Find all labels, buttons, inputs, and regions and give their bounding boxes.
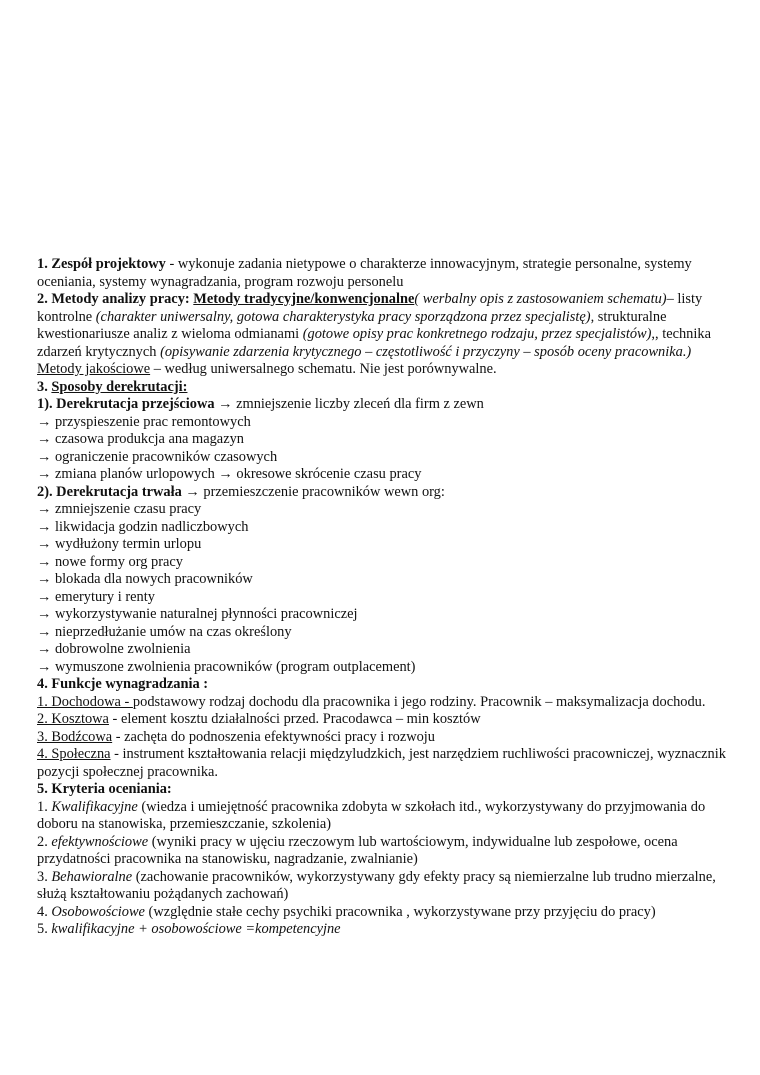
list-item: → zmiana planów urlopowych → okresowe skrócenie czasu pracy [37, 466, 422, 482]
section-3-heading: 3. Sposoby derekrutacji: [37, 378, 188, 395]
list-item: → blokada dla nowych pracowników [37, 571, 253, 587]
section-4-heading: 4. Funkcje wynagradzania : [37, 676, 209, 692]
traditional-methods-label: Metody tradycyjne/konwencjonalne [193, 291, 415, 307]
section-5-heading: 5. Kryteria oceniania: [37, 781, 172, 797]
section-2-heading: 2. Metody analizy pracy: [37, 291, 190, 307]
criterion-qualification: 1. Kwalifikacyjne (wiedza i umiejętność pracownika zdobyta w szkołach itd., wykorzystywany do przyjmowania do doboru na stanowiska, przemieszczanie, szkolenia) [37, 798, 706, 832]
list-item: → wykorzystywanie naturalnej płynności pracowniczej [37, 606, 358, 622]
temporary-derecruitment: 1). Derekrutacja przejściowa → zmniejszenie liczby zleceń dla firm z zewn [37, 396, 484, 412]
function-cost: 2. Kosztowa - element kosztu działalności przed. Pracodawca – min kosztów [37, 711, 481, 727]
list-item: → likwidacja godzin nadliczbowych [37, 518, 249, 535]
section-2-work-analysis: 2. Metody analizy pracy: Metody tradycyjne/konwencjonalne( werbalny opis z zastosowaniem schematu)– listy kontrolne (charakter uniwersalny, gotowa charakterystyka pracy sporządzona przez specjalistę), strukturalne kwestionariusze analiz z wieloma odmianami (gotowe opisy prac konkretnego rodzaju, przez specjalistów),, technika zdarzeń krytycznych (opisywanie zdarzenia krytycznego – częstotliwość i przyczyny – sposób oceny pracownika.) [37, 291, 711, 360]
section-1-text: - wykonuje zadania nietypowe o charakterze innowacyjnym, strategie personalne, systemy oceniania, systemy wynagradzania, program rozwoju personelu [37, 256, 692, 290]
criterion-competency: 5. kwalifikacyjne + osobowościowe =kompetencyjne [37, 921, 341, 937]
list-item: → nowe formy org pracy [37, 553, 184, 570]
list-item: → ograniczenie pracowników czasowych [37, 448, 278, 465]
list-item: → wymuszone zwolnienia pracowników (program outplacement) [37, 658, 416, 675]
list-item: → przyspieszenie prac remontowych [37, 413, 251, 430]
list-item: → zmniejszenie czasu pracy [37, 501, 202, 517]
list-item: → emerytury i renty [37, 588, 155, 605]
traditional-methods-desc: ( werbalny opis z zastosowaniem schematu) [414, 291, 667, 307]
temporary-derecruitment-list [37, 414, 727, 484]
function-income: 1. Dochodowa - podstawowy rodzaj dochodu dla pracownika i jego rodziny. Pracownik – maksymalizacja dochodu. [37, 693, 706, 710]
qualitative-methods-line: Metody jakościowe – według uniwersalnego schematu. Nie jest porównywalne. [37, 361, 497, 377]
section-1-project-team [37, 256, 727, 291]
list-item: → dobrowolne zwolnienia [37, 641, 191, 657]
list-item: → wydłużony termin urlopu [37, 536, 202, 552]
document-page [37, 256, 727, 939]
permanent-derecruitment: 2). Derekrutacja trwała → przemieszczenie pracowników wewn org: [37, 483, 445, 500]
qualitative-methods-label: Metody jakościowe [37, 361, 151, 377]
function-social: 4. Społeczna - instrument kształtowania relacji międzyludzkich, jest narzędziem ruchliwości pracowniczej, wyznacznik pozycji społecznej pracownika. [37, 746, 726, 780]
list-item: → czasowa produkcja ana magazyn [37, 431, 244, 447]
function-incentive: 3. Bodźcowa - zachęta do podnoszenia efektywności pracy i rozwoju [37, 728, 436, 745]
section-1-heading: 1. Zespół projektowy [37, 256, 166, 272]
criterion-efficiency: 2. efektywnościowe (wyniki pracy w ujęciu rzeczowym lub wartościowym, indywidualne lub zespołowe, ocena przydatności pracownika na stanowisku, nagradzanie, zwalnianie) [37, 833, 678, 867]
permanent-derecruitment-list [37, 501, 727, 676]
criterion-behavioral: 3. Behawioralne (zachowanie pracowników, wykorzystywany gdy efekty pracy są niemierzalne lub trudno mierzalne, służą kształtowaniu pożądanych zachowań) [37, 868, 716, 902]
criterion-personality: 4. Osobowościowe (względnie stałe cechy psychiki pracownika , wykorzystywane przy przyjęciu do pracy) [37, 903, 656, 920]
list-item: → nieprzedłużanie umów na czas określony [37, 623, 292, 640]
